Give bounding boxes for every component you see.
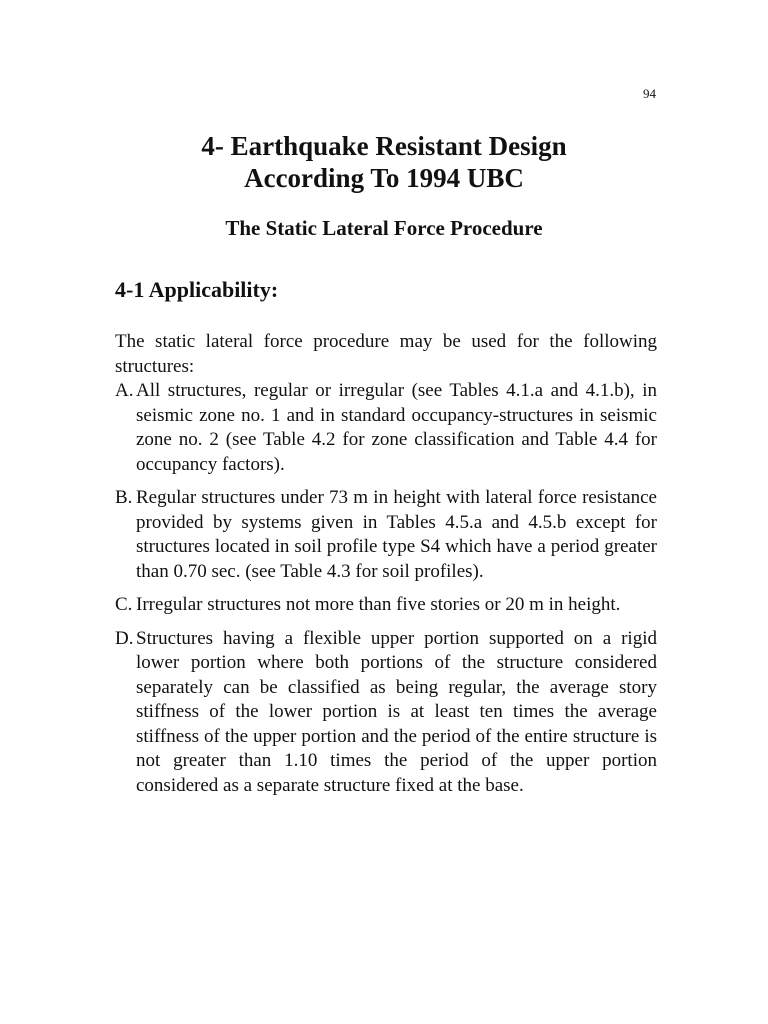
list-item-letter: A.: [115, 380, 134, 401]
section-subtitle: The Static Lateral Force Procedure: [225, 216, 543, 240]
list-item-text: Structures having a flexible upper portion supported on a rigid lower portion where both portions of the structure considered separately can be classified as being regular, the average story stiffness of the lower portion is at least ten times the average stiffness of the upper portion and the period of the entire structure is not greater than 1.10 times the period of the upper portion considered as a separate structure fixed at the base.: [136, 627, 657, 796]
list-item-a: [115, 379, 657, 477]
chapter-title-line-2: According To 1994 UBC: [244, 163, 524, 193]
page-number: 94: [643, 86, 656, 101]
intro-paragraph: The static lateral force procedure may be used for the following structures:: [115, 331, 657, 377]
list-item-text: Regular structures under 73 m in height with lateral force resistance provided by systems given in Tables 4.5.a and 4.5.b except for structures located in soil profile type S4 which have a period greater than 0.70 sec. (see Table 4.3 for soil profiles).: [136, 487, 657, 582]
list-item-b: [115, 486, 657, 584]
section-heading: 4-1 Applicability:: [115, 277, 279, 302]
list-item-letter: B.: [115, 487, 133, 508]
chapter-title: [0, 130, 768, 194]
list-item-c: [115, 593, 657, 618]
list-item-text: All structures, regular or irregular (see Tables 4.1.a and 4.1.b), in seismic zone no. 1 and in standard occupancy-structures in seismic zone no. 2 (see Table 4.2 for zone classification and Table 4.4 for occupancy factors).: [136, 380, 657, 475]
list-item-letter: C.: [115, 594, 133, 615]
list-item-letter: D.: [115, 627, 134, 649]
list-item-d: [115, 627, 657, 799]
chapter-title-line-1: 4- Earthquake Resistant Design: [201, 131, 567, 161]
list-item-text: Irregular structures not more than five stories or 20 m in height.: [136, 594, 621, 615]
body-text: [115, 330, 657, 798]
